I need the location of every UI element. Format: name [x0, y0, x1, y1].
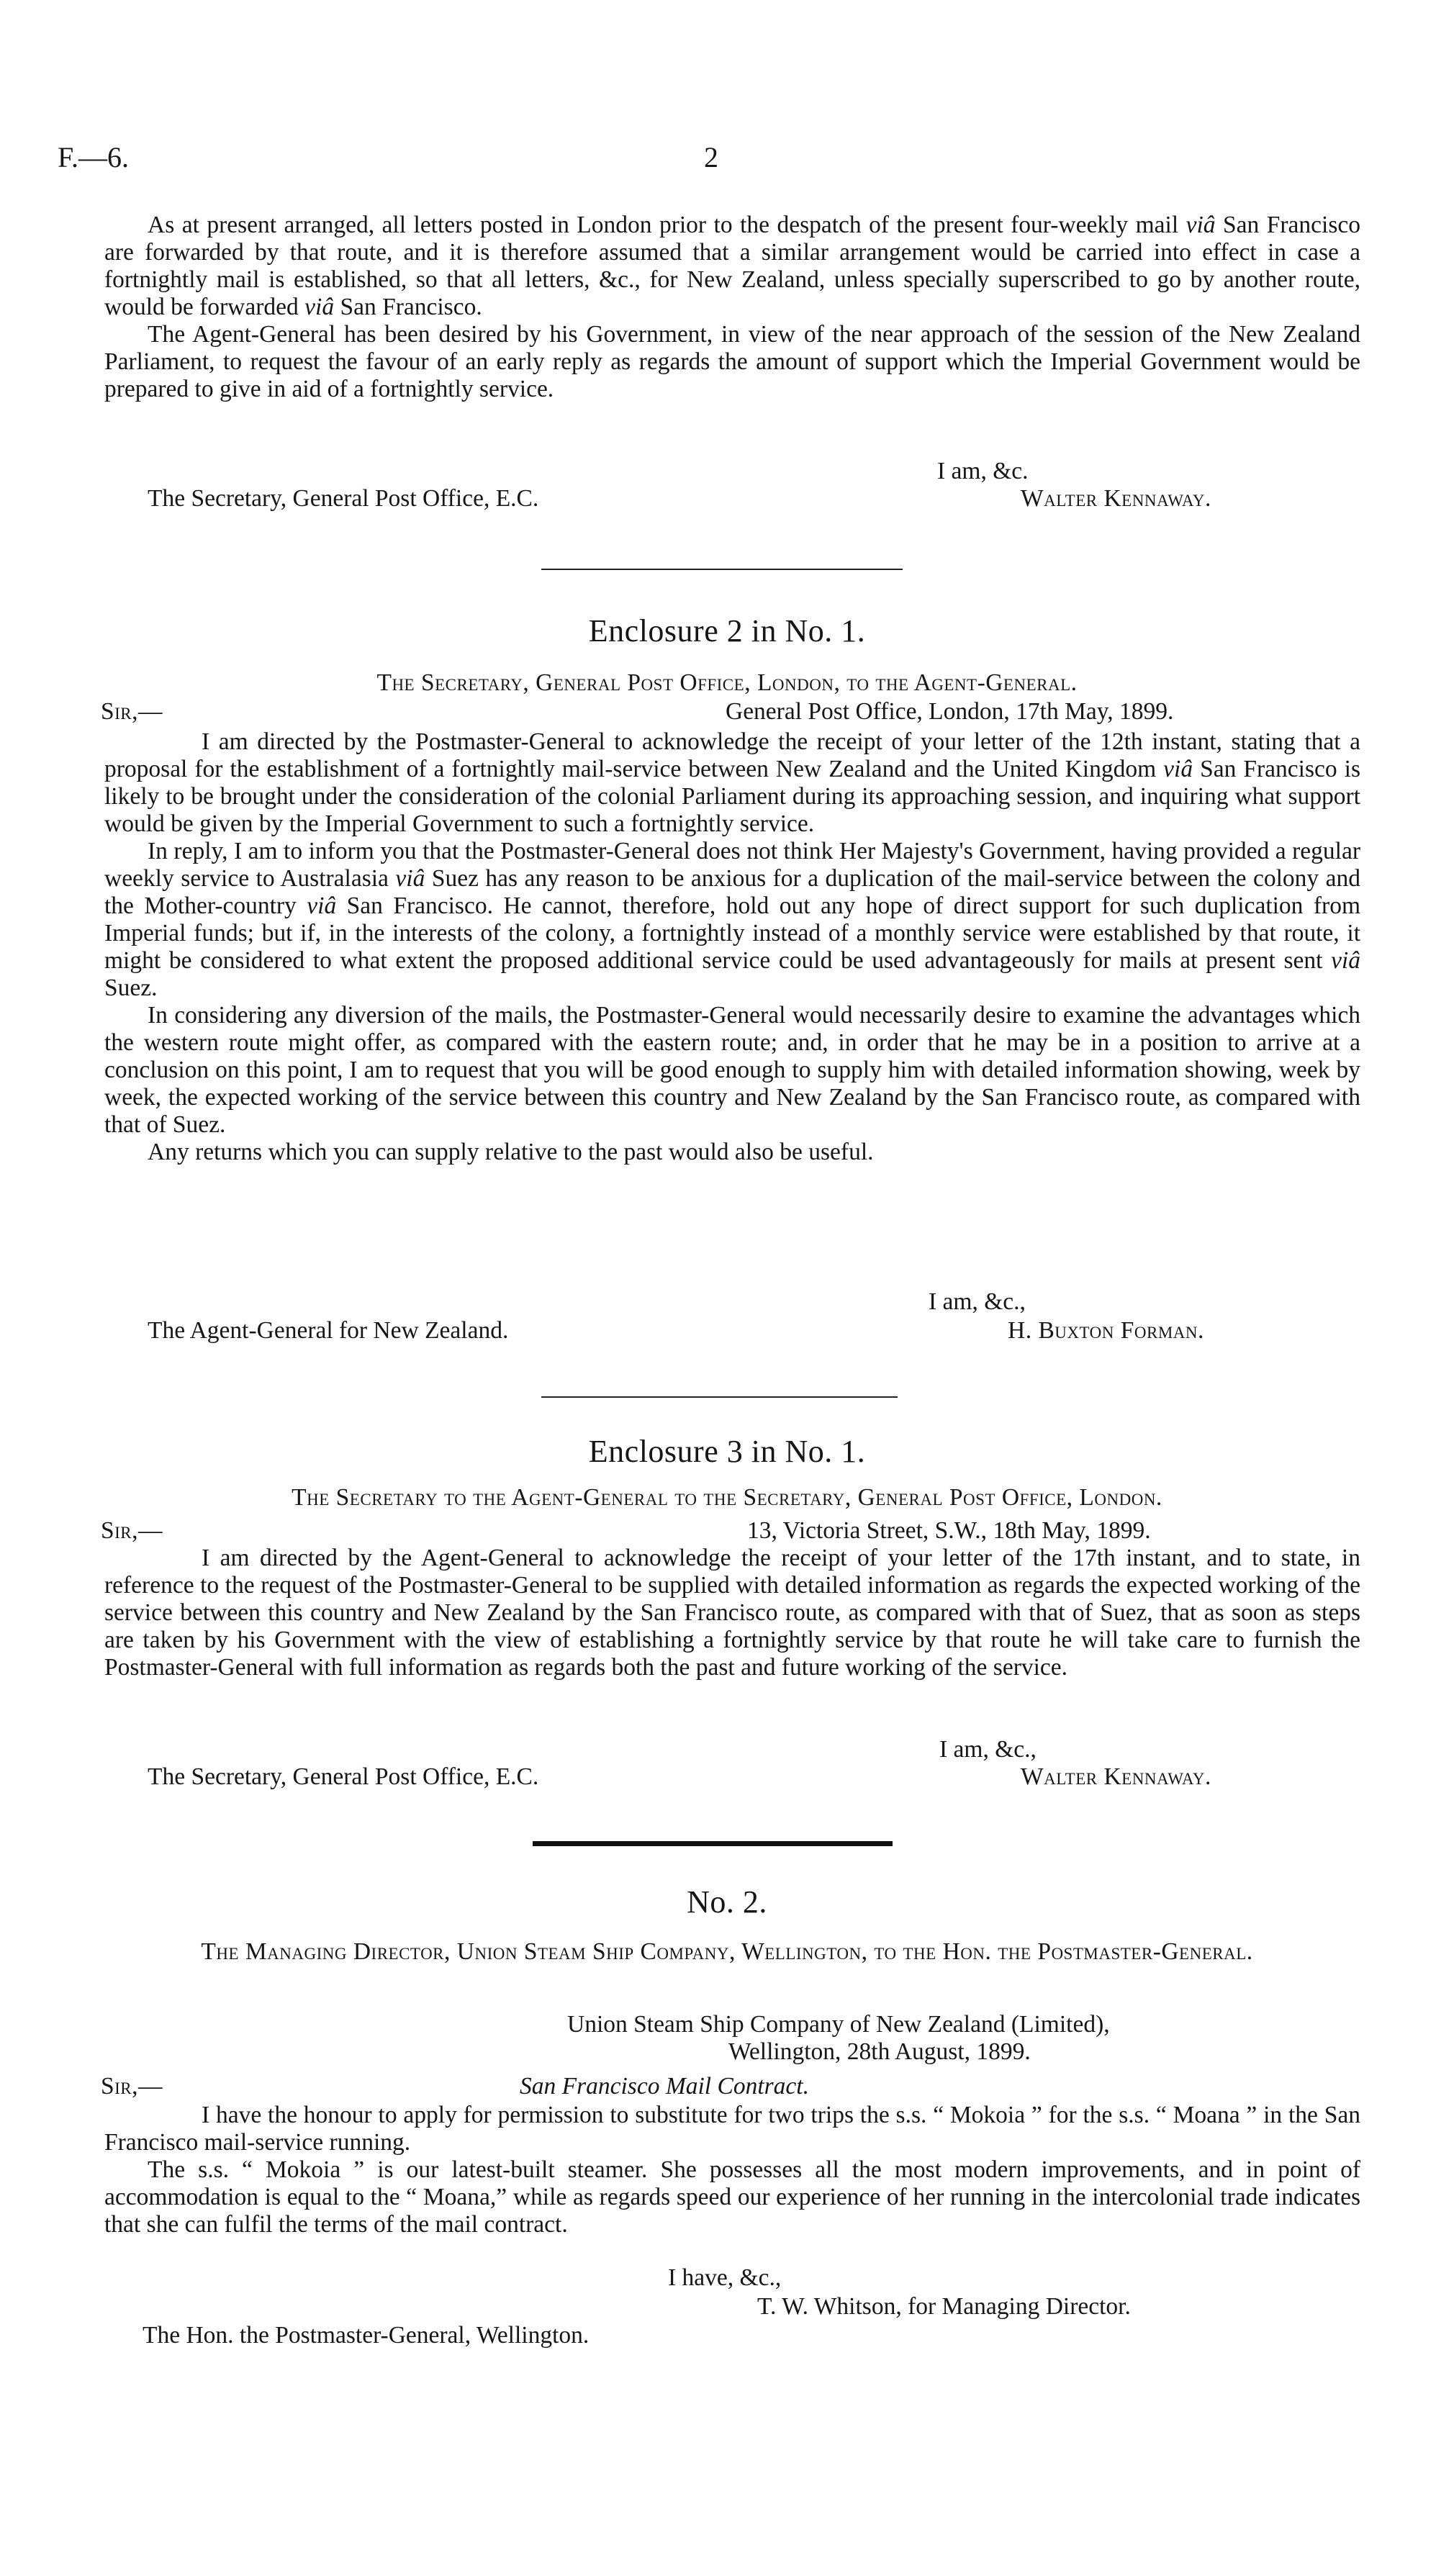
salutation: Sir,—: [101, 1517, 163, 1544]
signature: [757, 2293, 1131, 2320]
paragraph: The Agent-General has been desired by his Government, in view of the near approach of the session of the New Zealand Parliament, to request the favour of an early reply as regards the amount of support which the Imperial Government would be prepared to give in aid of a fortnightly service.: [104, 321, 1360, 402]
page-number: 2: [704, 141, 718, 173]
paragraph: In reply, I am to inform you that the Postmaster-General does not think Her Majesty's Government, having provided a regular weekly service to Australasia viâ Suez has any reason to be anxious for a duplication of the mail-service between the colony and the Mother-country viâ San Francisco. He cannot, therefore, hold out any hope of direct support for such duplication from Imperial funds; but if, in the interests of the colony, a fortnightly instead of a monthly service were established by that route, it might be considered to what extent the proposed additional service could be used advantageously for mails at present sent viâ Suez.: [104, 838, 1360, 1001]
subject-line: [520, 2073, 809, 2100]
letter-continuation: [104, 212, 1360, 403]
salutation: Sir,—: [101, 698, 163, 725]
enclosure-title: Enclosure 3 in No. 1.: [588, 1434, 866, 1469]
paragraph: In considering any diversion of the mails, the Postmaster-General would necessarily desire to examine the advantages which the western route might offer, as compared with the eastern route; and, in order that he may be in a position to arrive at a conclusion on this point, I am to request that you will be good enough to supply him with detailed information showing, week by week, the expected working of the service between this country and New Zealand by the San Francisco route, as compared with that of Suez.: [104, 1002, 1360, 1138]
address-line: Union Steam Ship Company of New Zealand (Limited),: [567, 2011, 1110, 2038]
from-to-line: [86, 1938, 1368, 1966]
from-to-text: The Secretary to the Agent-General to the Secretary, General Post Office, London.: [292, 1484, 1162, 1511]
closing: I am, &c.,: [939, 1736, 1037, 1763]
address-line: Wellington, 28th August, 1899.: [728, 2038, 1031, 2065]
letter-body: [104, 2102, 1360, 2238]
from-to-text: The Secretary, General Post Office, London, to the Agent-General.: [376, 669, 1078, 696]
from-to-line: [0, 1484, 1454, 1511]
from-to-line: [0, 669, 1454, 697]
paragraph: The s.s. “ Mokoia ” is our latest-built steamer. She possesses all the most modern improvements, and in point of accommodation is equal to the “ Moana,” while as regards speed our experience of her running in the intercolonial trade indicates that she can fulfil the terms of the mail contract.: [104, 2156, 1360, 2238]
subject-text: San Francisco Mail Contract.: [520, 2073, 809, 2100]
closing: I am, &c.: [937, 458, 1029, 484]
dateline: 13, Victoria Street, S.W., 18th May, 1899.: [747, 1517, 1151, 1544]
section-title: No. 2.: [687, 1884, 767, 1920]
paper-reference: F.—6.: [58, 141, 130, 173]
addressee: The Secretary, General Post Office, E.C.: [148, 485, 539, 512]
addressee: The Secretary, General Post Office, E.C.: [148, 1763, 539, 1790]
divider-rule: [541, 1396, 898, 1398]
signature: Walter Kennaway.: [1021, 485, 1211, 512]
divider-rule: [541, 569, 903, 570]
salutation: Sir,—: [101, 2073, 163, 2100]
signature-text: T. W. Whitson, for Managing Director.: [757, 2293, 1131, 2320]
letter-body: [104, 1545, 1360, 1681]
paragraph: I am directed by the Agent-General to acknowledge the receipt of your letter of the 17th instant, and to state, in reference to the request of the Postmaster-General to be supplied with detailed information as regards the expected working of the service between this country and New Zealand by the San Francisco route, as compared with that of Suez, that as soon as steps are taken by his Government with the view of establishing a fortnightly service by that route he will take care to furnish the Postmaster-General with full information as regards both the past and future working of the service.: [104, 1545, 1360, 1681]
dateline: General Post Office, London, 17th May, 1899.: [726, 698, 1174, 725]
paragraph: I am directed by the Postmaster-General to acknowledge the receipt of your letter of the 12th instant, stating that a proposal for the establishment of a fortnightly mail-service between New Zealand and the United Kingdom viâ San Francisco is likely to be brought under the consideration of the colonial Parliament during its approaching session, and inquiring what support would be given by the Imperial Government to such a fortnightly service.: [104, 728, 1360, 837]
divider-rule-thick: [533, 1841, 893, 1846]
paragraph: Any returns which you can supply relative to the past would also be useful.: [148, 1139, 874, 1165]
closing: I have, &c.,: [668, 2264, 782, 2291]
addressee: The Agent-General for New Zealand.: [148, 1317, 509, 1344]
from-to-text: The Managing Director, Union Steam Ship Company, Wellington, to the Hon. the Postmaster-General.: [201, 1938, 1253, 1965]
closing: I am, &c.,: [929, 1288, 1026, 1315]
letter-body: [104, 728, 1360, 1166]
signature: H. Buxton Forman.: [1008, 1317, 1204, 1344]
addressee: The Hon. the Postmaster-General, Wellington.: [143, 2322, 590, 2349]
paragraph: As at present arranged, all letters posted in London prior to the despatch of the present four-weekly mail viâ San Francisco are forwarded by that route, and it is therefore assumed that a similar arrangement would be carried into effect in case a fortnightly mail is established, so that all letters, &c., for New Zealand, unless specially superscribed to go by another route, would be forwarded viâ San Francisco.: [104, 212, 1360, 320]
signature: Walter Kennaway.: [1021, 1763, 1211, 1790]
enclosure-title: Enclosure 2 in No. 1.: [588, 613, 866, 648]
paragraph: I have the honour to apply for permission to substitute for two trips the s.s. “ Mokoia ” for the s.s. “ Moana ” in the San Francisco mail-service running.: [104, 2102, 1360, 2156]
